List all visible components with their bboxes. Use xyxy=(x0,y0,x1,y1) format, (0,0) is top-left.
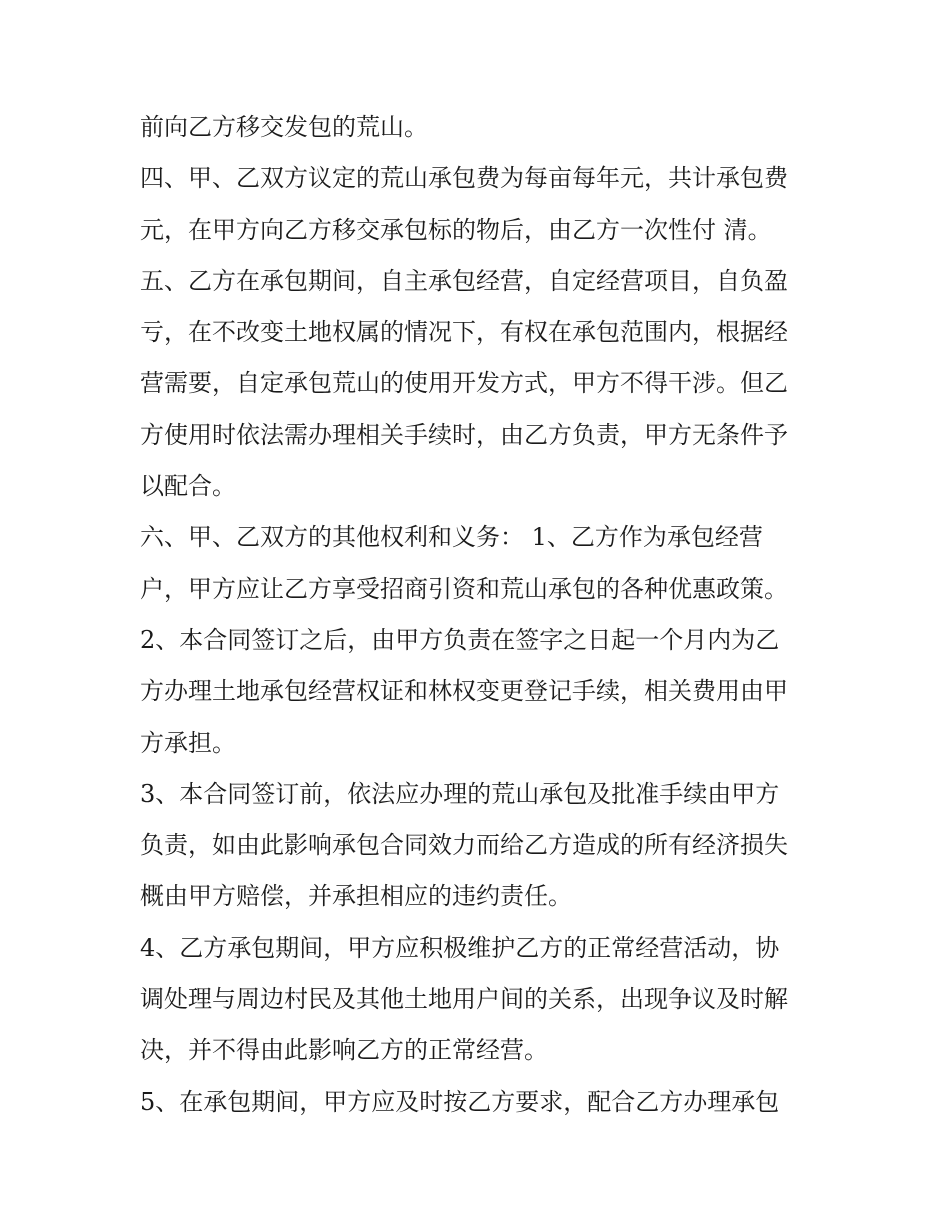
text-line: 元，在甲方向乙方移交承包标的物后，由乙方一次性付 清。 xyxy=(140,215,772,244)
text-line: 四、甲、乙双方议定的荒山承包费为每亩每年元，共计承包费 xyxy=(140,164,788,193)
text-line: 决，并不得由此影响乙方的正常经营。 xyxy=(140,1036,548,1065)
text-line: 六、甲、乙双方的其他权利和义务： 1、乙方作为承包经营 xyxy=(140,523,763,552)
text-line: 五、乙方在承包期间，自主承包经营，自定经营项目，自负盈 xyxy=(140,266,788,295)
text-line: 营需要，自定承包荒山的使用开发方式，甲方不得干涉。但乙 xyxy=(140,369,788,398)
text-line: 概由甲方赔偿，并承担相应的违约责任。 xyxy=(140,882,572,911)
text-line: 户，甲方应让乙方享受招商引资和荒山承包的各种优惠政策。 xyxy=(140,574,788,603)
text-line: 5、在承包期间，甲方应及时按乙方要求，配合乙方办理承包 xyxy=(140,1087,780,1116)
text-line: 负责，如由此影响承包合同效力而给乙方造成的所有经济损失 xyxy=(140,831,788,860)
contract-text xyxy=(140,102,830,1128)
text-line: 调处理与周边村民及其他土地用户间的关系，出现争议及时解 xyxy=(140,985,788,1014)
text-line: 方承担。 xyxy=(140,728,236,757)
text-line: 以配合。 xyxy=(140,472,236,501)
text-line: 亏，在不改变土地权属的情况下，有权在承包范围内，根据经 xyxy=(140,318,788,347)
text-line: 2、本合同签订之后，由甲方负责在签字之日起一个月内为乙 xyxy=(140,625,780,654)
text-line: 4、乙方承包期间，甲方应积极维护乙方的正常经营活动，协 xyxy=(140,933,780,962)
text-line: 3、本合同签订前，依法应办理的荒山承包及批准手续由甲方 xyxy=(140,779,780,808)
text-line: 方使用时依法需办理相关手续时，由乙方负责，甲方无条件予 xyxy=(140,420,788,449)
text-line: 前向乙方移交发包的荒山。 xyxy=(140,113,428,141)
text-line: 方办理土地承包经营权证和林权变更登记手续，相关费用由甲 xyxy=(140,677,788,706)
